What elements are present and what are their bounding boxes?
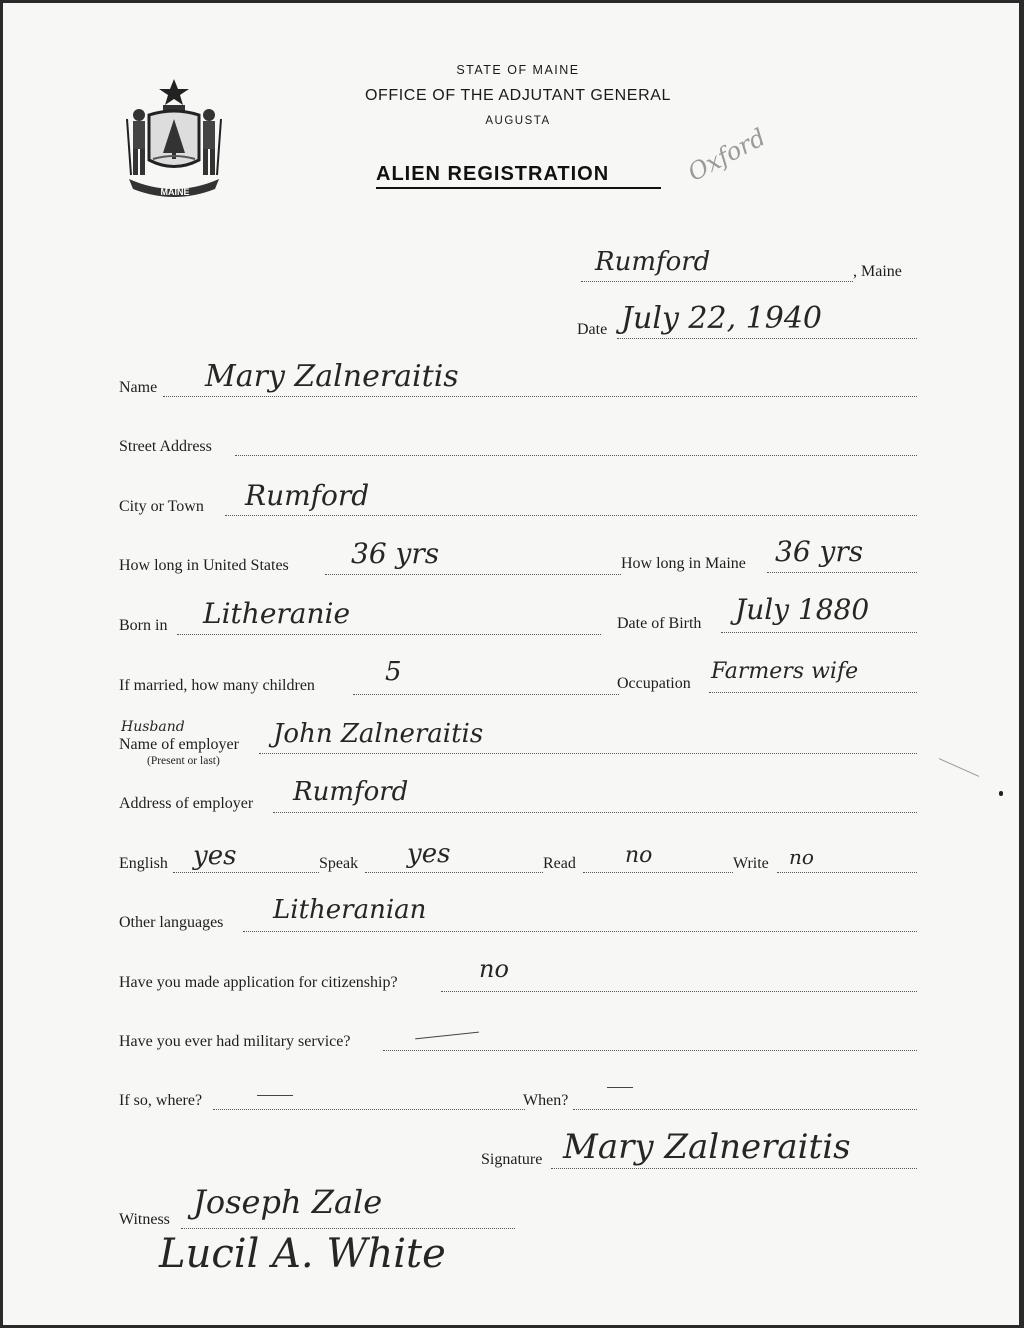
dob-label: Date of Birth [617, 615, 702, 632]
other-languages-line [243, 931, 917, 932]
military-label: Have you ever had military service? [119, 1033, 351, 1050]
where-dash-mark [257, 1095, 293, 1096]
how-long-us-line [325, 574, 621, 575]
born-in-line [177, 634, 601, 635]
dob-line [721, 632, 917, 633]
citizenship-line [441, 991, 917, 992]
city-line [225, 515, 917, 516]
how-long-us-label: How long in United States [119, 557, 289, 574]
name-line [163, 396, 917, 397]
english-value: yes [193, 841, 237, 871]
children-value: 5 [385, 657, 402, 687]
header-state: STATE OF MAINE [456, 63, 580, 77]
english-label: English [119, 855, 168, 872]
write-line [777, 872, 917, 873]
witness-line [181, 1228, 515, 1229]
speak-line [365, 872, 543, 873]
other-languages-value: Litheranian [273, 895, 427, 925]
signature-line [551, 1168, 917, 1169]
when-label: When? [523, 1092, 569, 1109]
witness-1-value: Joseph Zale [193, 1183, 383, 1221]
street-line [235, 455, 917, 456]
military-line [383, 1050, 917, 1051]
where-line [213, 1109, 525, 1110]
employer-note: Husband [121, 719, 185, 735]
margin-scratch-mark [939, 758, 980, 777]
how-long-maine-line [767, 572, 917, 573]
margin-note: Oxford [683, 123, 771, 187]
registration-form [3, 3, 1019, 1325]
name-value: Mary Zalneraitis [205, 359, 459, 394]
title-underline [376, 187, 661, 189]
write-label: Write [733, 855, 769, 872]
how-long-us-value: 36 yrs [351, 537, 440, 570]
read-value: no [625, 843, 653, 868]
date-label: Date [577, 321, 608, 338]
town-value: Rumford [595, 247, 711, 277]
english-line [173, 872, 319, 873]
employer-address-line [273, 812, 917, 813]
citizenship-value: no [479, 955, 509, 983]
signature-value: Mary Zalneraitis [563, 1127, 851, 1167]
read-label: Read [543, 855, 576, 872]
children-line [353, 694, 619, 695]
employer-line [259, 753, 917, 754]
occupation-label: Occupation [617, 675, 691, 692]
seal-banner [143, 183, 207, 199]
occupation-value: Farmers wife [711, 659, 859, 684]
date-value: July 22, 1940 [621, 301, 823, 336]
speak-value: yes [407, 839, 451, 869]
occupation-line [709, 692, 917, 693]
military-dash-mark [415, 1032, 479, 1040]
employer-address-value: Rumford [293, 777, 409, 807]
born-in-value: Litheranie [203, 597, 351, 630]
name-label: Name [119, 379, 158, 396]
seal-text: MAINE [160, 187, 190, 197]
witness-2-value: Lucil A. White [159, 1231, 446, 1277]
employer-sub-label: (Present or last) [147, 755, 220, 767]
signature-label: Signature [481, 1151, 543, 1168]
header-office: OFFICE OF THE ADJUTANT GENERAL [364, 87, 672, 104]
maine-label: , Maine [853, 263, 902, 280]
children-label: If married, how many children [119, 677, 315, 694]
margin-dot-mark [999, 791, 1003, 796]
date-line [617, 338, 917, 339]
how-long-maine-label: How long in Maine [621, 555, 746, 572]
city-label: City or Town [119, 498, 204, 515]
other-languages-label: Other languages [119, 914, 224, 931]
employer-value: John Zalneraitis [273, 719, 484, 749]
street-label: Street Address [119, 438, 212, 455]
write-value: no [789, 845, 814, 869]
how-long-maine-value: 36 yrs [775, 535, 864, 568]
city-value: Rumford [245, 479, 370, 512]
town-line [581, 281, 853, 282]
citizenship-label: Have you made application for citizenship? [119, 974, 398, 991]
speak-label: Speak [319, 855, 359, 872]
employer-address-label: Address of employer [119, 795, 254, 812]
dob-value: July 1880 [735, 593, 870, 626]
born-in-label: Born in [119, 617, 168, 634]
witness-label: Witness [119, 1211, 170, 1228]
where-label: If so, where? [119, 1092, 203, 1109]
when-line [573, 1109, 917, 1110]
when-dash-mark [607, 1087, 633, 1088]
header-city: AUGUSTA [485, 115, 551, 127]
page-title: ALIEN REGISTRATION [376, 163, 610, 185]
employer-label: Name of employer [119, 736, 239, 753]
read-line [583, 872, 733, 873]
